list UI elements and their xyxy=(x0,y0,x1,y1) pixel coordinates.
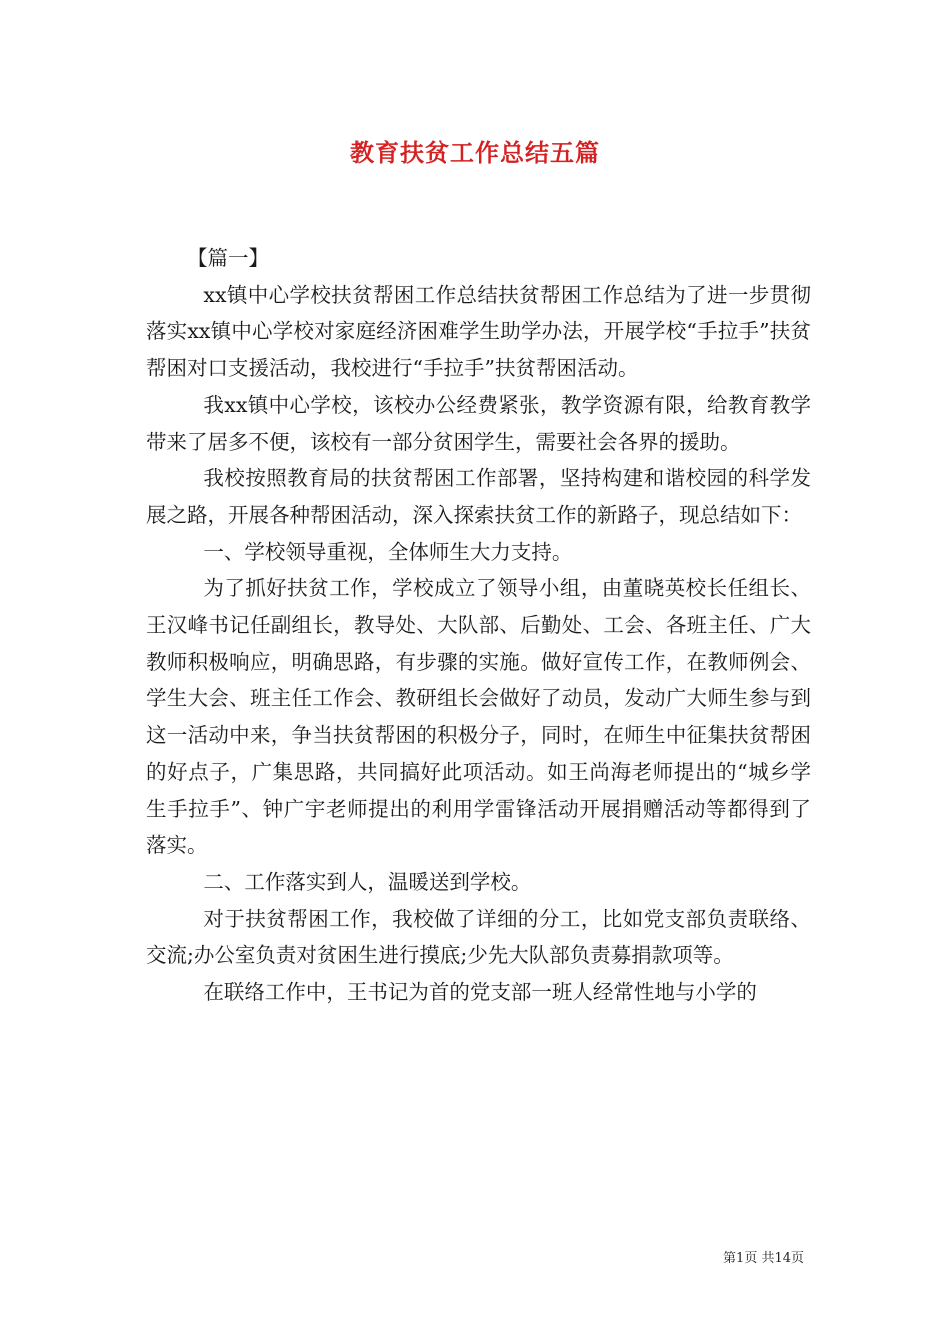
page-number: 第1页 共14页 xyxy=(723,1251,804,1266)
paragraph: 我校按照教育局的扶贫帮困工作部署，坚持构建和谐校园的科学发展之路，开展各种帮困活动，深入探索扶贫工作的新路子，现总结如下： xyxy=(146,466,811,527)
document-title: 教育扶贫工作总结五篇 xyxy=(350,138,600,167)
paragraph: 为了抓好扶贫工作，学校成立了领导小组，由董晓英校长任组长、王汉峰书记任副组长，教导处、大队部、后勤处、工会、各班主任、广大教师积极响应，明确思路，有步骤的实施。做好宣传工作，在教师例会、学生大会、班主任工作会、教研组长会做好了动员，发动广大师生参与到这一活动中来，争当扶贫帮困的积极分子，同时，在师生中征集扶贫帮困的好点子，广集思路，共同搞好此项活动。如王尚海老师提出的“城乡学生手拉手”、钟广宇老师提出的利用学雷锋活动开展捐赠活动等都得到了落实。 xyxy=(146,576,811,858)
document-body xyxy=(146,240,811,1011)
paragraph: 在联络工作中，王书记为首的党支部一班人经常性地与小学的 xyxy=(203,980,757,1005)
section-label: 【篇一】 xyxy=(187,246,269,270)
section-heading: 一、学校领导重视，全体师生大力支持。 xyxy=(203,539,573,564)
paragraph: 我xx镇中心学校，该校办公经费紧张，教学资源有限，给教育教学带来了居多不便，该校有一部分贫困学生，需要社会各界的援助。 xyxy=(146,392,811,454)
section-heading: 二、工作落实到人，温暖送到学校。 xyxy=(203,869,532,894)
paragraph: 对于扶贫帮困工作，我校做了详细的分工，比如党支部负责联络、交流;办公室负责对贫困生进行摸底;少先大队部负责募捐款项等。 xyxy=(146,906,811,968)
paragraph: xx镇中心学校扶贫帮困工作总结扶贫帮困工作总结为了进一步贯彻落实xx镇中心学校对家庭经济困难学生助学办法，开展学校“手拉手”扶贫帮困对口支援活动，我校进行“手拉手”扶贫帮困活动。 xyxy=(146,282,811,381)
